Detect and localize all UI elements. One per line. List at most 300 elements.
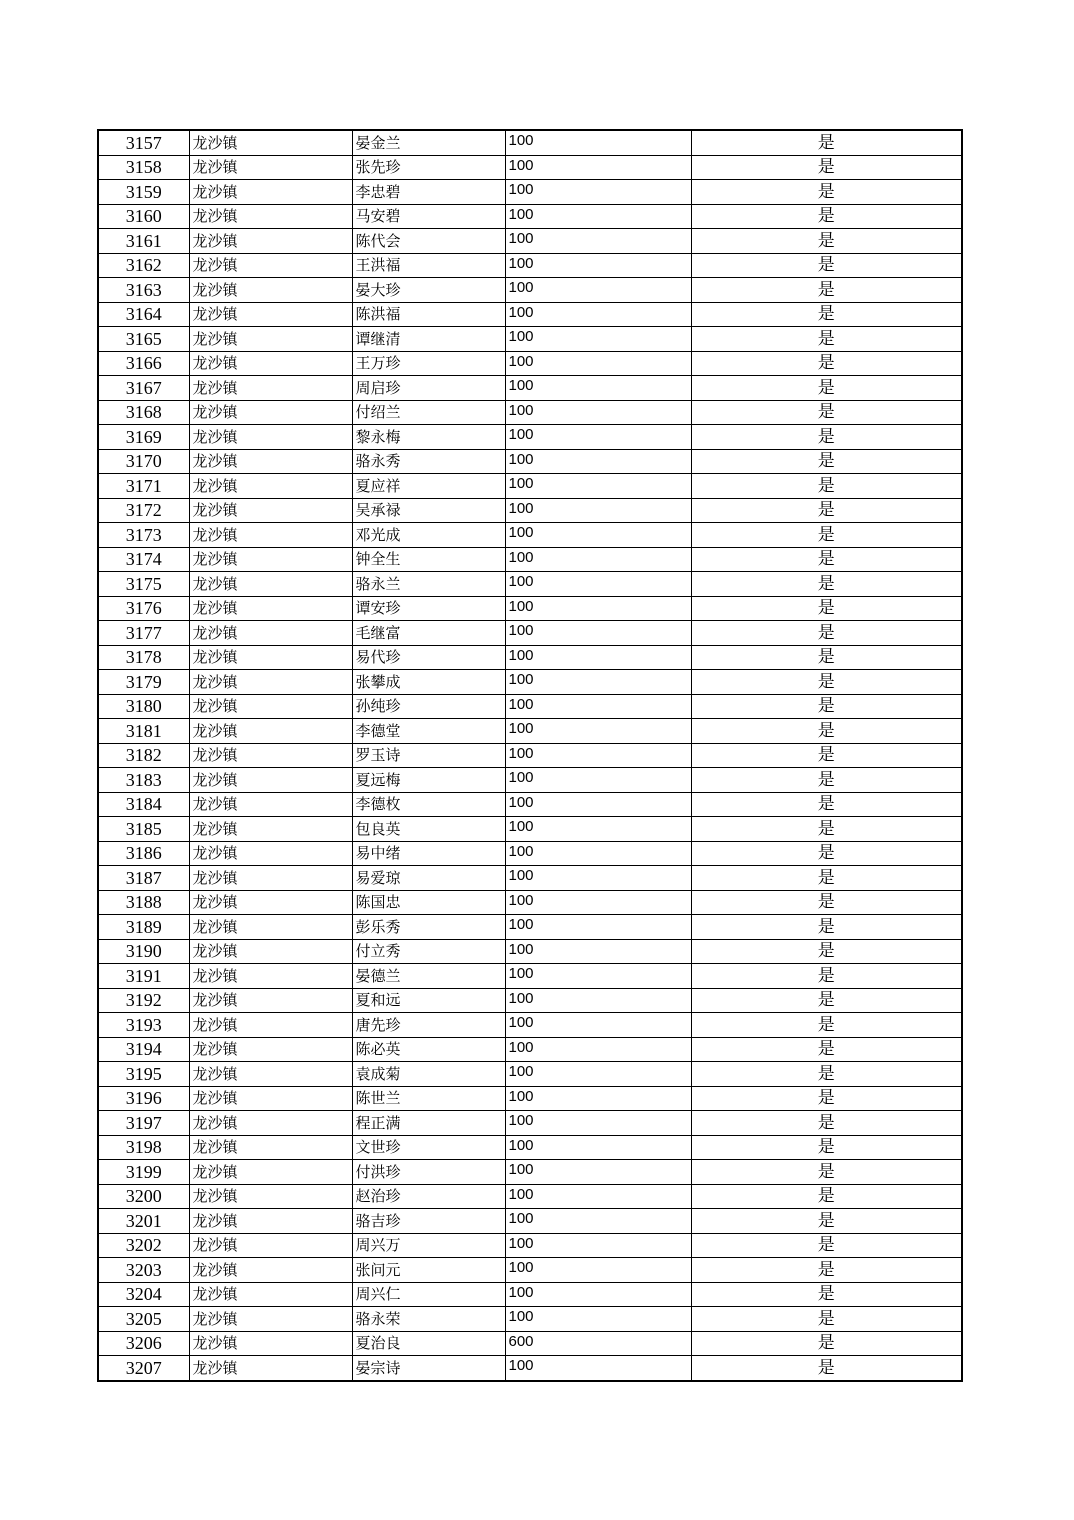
amount-cell: 100 xyxy=(505,1111,691,1136)
town-cell: 龙沙镇 xyxy=(189,645,352,670)
person-name-cell: 夏应祥 xyxy=(352,474,505,499)
row-number-cell: 3205 xyxy=(98,1307,189,1332)
amount-cell: 100 xyxy=(505,719,691,744)
town-cell: 龙沙镇 xyxy=(189,1135,352,1160)
status-flag-cell: 是 xyxy=(691,1184,962,1209)
status-flag-cell: 是 xyxy=(691,890,962,915)
table-row xyxy=(98,1184,962,1209)
status-flag-cell: 是 xyxy=(691,523,962,548)
row-number-cell: 3198 xyxy=(98,1135,189,1160)
row-number-cell: 3191 xyxy=(98,964,189,989)
person-name-cell: 晏金兰 xyxy=(352,130,505,155)
amount-cell: 100 xyxy=(505,694,691,719)
row-number-cell: 3178 xyxy=(98,645,189,670)
row-number-cell: 3163 xyxy=(98,278,189,303)
table-row xyxy=(98,817,962,842)
table-row xyxy=(98,278,962,303)
status-flag-cell: 是 xyxy=(691,988,962,1013)
town-cell: 龙沙镇 xyxy=(189,792,352,817)
person-name-cell: 毛继富 xyxy=(352,621,505,646)
town-cell: 龙沙镇 xyxy=(189,1331,352,1356)
row-number-cell: 3183 xyxy=(98,768,189,793)
town-cell: 龙沙镇 xyxy=(189,596,352,621)
table-row xyxy=(98,939,962,964)
table-row xyxy=(98,1037,962,1062)
amount-cell: 100 xyxy=(505,817,691,842)
amount-cell: 100 xyxy=(505,768,691,793)
town-cell: 龙沙镇 xyxy=(189,694,352,719)
row-number-cell: 3197 xyxy=(98,1111,189,1136)
table-row xyxy=(98,841,962,866)
person-name-cell: 夏治良 xyxy=(352,1331,505,1356)
status-flag-cell: 是 xyxy=(691,130,962,155)
table-row xyxy=(98,1209,962,1234)
row-number-cell: 3192 xyxy=(98,988,189,1013)
amount-cell: 100 xyxy=(505,1160,691,1185)
town-cell: 龙沙镇 xyxy=(189,1037,352,1062)
row-number-cell: 3184 xyxy=(98,792,189,817)
town-cell: 龙沙镇 xyxy=(189,621,352,646)
amount-cell: 100 xyxy=(505,1356,691,1381)
table-row xyxy=(98,719,962,744)
table-row xyxy=(98,351,962,376)
row-number-cell: 3203 xyxy=(98,1258,189,1283)
town-cell: 龙沙镇 xyxy=(189,1307,352,1332)
row-number-cell: 3172 xyxy=(98,498,189,523)
status-flag-cell: 是 xyxy=(691,449,962,474)
table-row xyxy=(98,1111,962,1136)
table-row xyxy=(98,204,962,229)
person-name-cell: 钟全生 xyxy=(352,547,505,572)
town-cell: 龙沙镇 xyxy=(189,866,352,891)
amount-cell: 100 xyxy=(505,523,691,548)
table-row xyxy=(98,792,962,817)
amount-cell: 100 xyxy=(505,278,691,303)
table-row xyxy=(98,572,962,597)
status-flag-cell: 是 xyxy=(691,841,962,866)
row-number-cell: 3169 xyxy=(98,425,189,450)
status-flag-cell: 是 xyxy=(691,351,962,376)
row-number-cell: 3207 xyxy=(98,1356,189,1381)
person-name-cell: 周兴仁 xyxy=(352,1282,505,1307)
row-number-cell: 3196 xyxy=(98,1086,189,1111)
town-cell: 龙沙镇 xyxy=(189,939,352,964)
row-number-cell: 3194 xyxy=(98,1037,189,1062)
table-row xyxy=(98,327,962,352)
town-cell: 龙沙镇 xyxy=(189,1160,352,1185)
person-name-cell: 程正满 xyxy=(352,1111,505,1136)
status-flag-cell: 是 xyxy=(691,915,962,940)
amount-cell: 100 xyxy=(505,890,691,915)
status-flag-cell: 是 xyxy=(691,155,962,180)
person-name-cell: 晏大珍 xyxy=(352,278,505,303)
status-flag-cell: 是 xyxy=(691,204,962,229)
table-row xyxy=(98,449,962,474)
town-cell: 龙沙镇 xyxy=(189,1356,352,1381)
table-row xyxy=(98,890,962,915)
town-cell: 龙沙镇 xyxy=(189,572,352,597)
status-flag-cell: 是 xyxy=(691,302,962,327)
town-cell: 龙沙镇 xyxy=(189,229,352,254)
status-flag-cell: 是 xyxy=(691,1258,962,1283)
table-row xyxy=(98,1135,962,1160)
status-flag-cell: 是 xyxy=(691,400,962,425)
row-number-cell: 3186 xyxy=(98,841,189,866)
amount-cell: 100 xyxy=(505,670,691,695)
amount-cell: 100 xyxy=(505,645,691,670)
row-number-cell: 3195 xyxy=(98,1062,189,1087)
amount-cell: 100 xyxy=(505,572,691,597)
amount-cell: 100 xyxy=(505,939,691,964)
table-row xyxy=(98,596,962,621)
person-name-cell: 谭安珍 xyxy=(352,596,505,621)
person-name-cell: 骆吉珍 xyxy=(352,1209,505,1234)
row-number-cell: 3162 xyxy=(98,253,189,278)
table-row xyxy=(98,1062,962,1087)
person-name-cell: 邓光成 xyxy=(352,523,505,548)
row-number-cell: 3179 xyxy=(98,670,189,695)
row-number-cell: 3176 xyxy=(98,596,189,621)
person-name-cell: 张先珍 xyxy=(352,155,505,180)
person-name-cell: 易中绪 xyxy=(352,841,505,866)
person-name-cell: 骆永荣 xyxy=(352,1307,505,1332)
person-name-cell: 夏远梅 xyxy=(352,768,505,793)
row-number-cell: 3188 xyxy=(98,890,189,915)
town-cell: 龙沙镇 xyxy=(189,743,352,768)
row-number-cell: 3160 xyxy=(98,204,189,229)
person-name-cell: 文世珍 xyxy=(352,1135,505,1160)
person-name-cell: 晏宗诗 xyxy=(352,1356,505,1381)
status-flag-cell: 是 xyxy=(691,645,962,670)
amount-cell: 100 xyxy=(505,841,691,866)
row-number-cell: 3173 xyxy=(98,523,189,548)
status-flag-cell: 是 xyxy=(691,253,962,278)
table-row xyxy=(98,523,962,548)
amount-cell: 100 xyxy=(505,253,691,278)
town-cell: 龙沙镇 xyxy=(189,1111,352,1136)
row-number-cell: 3200 xyxy=(98,1184,189,1209)
table-row xyxy=(98,621,962,646)
row-number-cell: 3193 xyxy=(98,1013,189,1038)
table-row xyxy=(98,376,962,401)
town-cell: 龙沙镇 xyxy=(189,768,352,793)
status-flag-cell: 是 xyxy=(691,719,962,744)
amount-cell: 100 xyxy=(505,1135,691,1160)
status-flag-cell: 是 xyxy=(691,1062,962,1087)
row-number-cell: 3158 xyxy=(98,155,189,180)
person-name-cell: 周启珍 xyxy=(352,376,505,401)
status-flag-cell: 是 xyxy=(691,596,962,621)
row-number-cell: 3174 xyxy=(98,547,189,572)
person-name-cell: 孙纯珍 xyxy=(352,694,505,719)
town-cell: 龙沙镇 xyxy=(189,1184,352,1209)
status-flag-cell: 是 xyxy=(691,1135,962,1160)
table-row xyxy=(98,155,962,180)
amount-cell: 600 xyxy=(505,1331,691,1356)
town-cell: 龙沙镇 xyxy=(189,841,352,866)
town-cell: 龙沙镇 xyxy=(189,719,352,744)
amount-cell: 100 xyxy=(505,400,691,425)
person-name-cell: 周兴万 xyxy=(352,1233,505,1258)
row-number-cell: 3157 xyxy=(98,130,189,155)
table-row xyxy=(98,1307,962,1332)
table-row xyxy=(98,1013,962,1038)
status-flag-cell: 是 xyxy=(691,498,962,523)
amount-cell: 100 xyxy=(505,130,691,155)
status-flag-cell: 是 xyxy=(691,180,962,205)
town-cell: 龙沙镇 xyxy=(189,351,352,376)
amount-cell: 100 xyxy=(505,1209,691,1234)
town-cell: 龙沙镇 xyxy=(189,1282,352,1307)
row-number-cell: 3206 xyxy=(98,1331,189,1356)
town-cell: 龙沙镇 xyxy=(189,204,352,229)
status-flag-cell: 是 xyxy=(691,1307,962,1332)
town-cell: 龙沙镇 xyxy=(189,1209,352,1234)
person-name-cell: 陈洪福 xyxy=(352,302,505,327)
status-flag-cell: 是 xyxy=(691,572,962,597)
row-number-cell: 3185 xyxy=(98,817,189,842)
person-name-cell: 陈必英 xyxy=(352,1037,505,1062)
row-number-cell: 3177 xyxy=(98,621,189,646)
person-name-cell: 赵治珍 xyxy=(352,1184,505,1209)
table-row xyxy=(98,474,962,499)
person-name-cell: 陈世兰 xyxy=(352,1086,505,1111)
town-cell: 龙沙镇 xyxy=(189,817,352,842)
row-number-cell: 3165 xyxy=(98,327,189,352)
status-flag-cell: 是 xyxy=(691,474,962,499)
amount-cell: 100 xyxy=(505,964,691,989)
status-flag-cell: 是 xyxy=(691,743,962,768)
town-cell: 龙沙镇 xyxy=(189,498,352,523)
row-number-cell: 3168 xyxy=(98,400,189,425)
amount-cell: 100 xyxy=(505,498,691,523)
table-row xyxy=(98,988,962,1013)
town-cell: 龙沙镇 xyxy=(189,547,352,572)
amount-cell: 100 xyxy=(505,180,691,205)
row-number-cell: 3180 xyxy=(98,694,189,719)
amount-cell: 100 xyxy=(505,155,691,180)
amount-cell: 100 xyxy=(505,1307,691,1332)
row-number-cell: 3181 xyxy=(98,719,189,744)
person-name-cell: 唐先珍 xyxy=(352,1013,505,1038)
town-cell: 龙沙镇 xyxy=(189,180,352,205)
person-name-cell: 罗玉诗 xyxy=(352,743,505,768)
town-cell: 龙沙镇 xyxy=(189,302,352,327)
status-flag-cell: 是 xyxy=(691,327,962,352)
person-name-cell: 张问元 xyxy=(352,1258,505,1283)
status-flag-cell: 是 xyxy=(691,939,962,964)
amount-cell: 100 xyxy=(505,302,691,327)
table-row xyxy=(98,425,962,450)
amount-cell: 100 xyxy=(505,1013,691,1038)
table-row xyxy=(98,1282,962,1307)
amount-cell: 100 xyxy=(505,792,691,817)
status-flag-cell: 是 xyxy=(691,768,962,793)
table-row xyxy=(98,866,962,891)
table-row xyxy=(98,1086,962,1111)
amount-cell: 100 xyxy=(505,1258,691,1283)
person-name-cell: 谭继清 xyxy=(352,327,505,352)
row-number-cell: 3164 xyxy=(98,302,189,327)
status-flag-cell: 是 xyxy=(691,547,962,572)
status-flag-cell: 是 xyxy=(691,670,962,695)
town-cell: 龙沙镇 xyxy=(189,155,352,180)
person-name-cell: 易爱琼 xyxy=(352,866,505,891)
table-row xyxy=(98,130,962,155)
table-row xyxy=(98,964,962,989)
amount-cell: 100 xyxy=(505,351,691,376)
row-number-cell: 3190 xyxy=(98,939,189,964)
status-flag-cell: 是 xyxy=(691,1086,962,1111)
table-row xyxy=(98,645,962,670)
town-cell: 龙沙镇 xyxy=(189,1086,352,1111)
amount-cell: 100 xyxy=(505,596,691,621)
amount-cell: 100 xyxy=(505,1086,691,1111)
row-number-cell: 3159 xyxy=(98,180,189,205)
person-name-cell: 付洪珍 xyxy=(352,1160,505,1185)
table-row xyxy=(98,1258,962,1283)
person-name-cell: 马安碧 xyxy=(352,204,505,229)
status-flag-cell: 是 xyxy=(691,964,962,989)
status-flag-cell: 是 xyxy=(691,376,962,401)
row-number-cell: 3189 xyxy=(98,915,189,940)
amount-cell: 100 xyxy=(505,547,691,572)
table-row xyxy=(98,743,962,768)
town-cell: 龙沙镇 xyxy=(189,1233,352,1258)
table-row xyxy=(98,400,962,425)
amount-cell: 100 xyxy=(505,1233,691,1258)
status-flag-cell: 是 xyxy=(691,792,962,817)
town-cell: 龙沙镇 xyxy=(189,1258,352,1283)
person-name-cell: 袁成菊 xyxy=(352,1062,505,1087)
table-row xyxy=(98,302,962,327)
status-flag-cell: 是 xyxy=(691,694,962,719)
person-name-cell: 陈国忠 xyxy=(352,890,505,915)
amount-cell: 100 xyxy=(505,425,691,450)
person-name-cell: 彭乐秀 xyxy=(352,915,505,940)
town-cell: 龙沙镇 xyxy=(189,474,352,499)
table-row xyxy=(98,768,962,793)
table-row xyxy=(98,180,962,205)
status-flag-cell: 是 xyxy=(691,1233,962,1258)
amount-cell: 100 xyxy=(505,915,691,940)
table-row xyxy=(98,670,962,695)
town-cell: 龙沙镇 xyxy=(189,278,352,303)
person-name-cell: 骆永兰 xyxy=(352,572,505,597)
status-flag-cell: 是 xyxy=(691,229,962,254)
amount-cell: 100 xyxy=(505,621,691,646)
status-flag-cell: 是 xyxy=(691,1356,962,1381)
town-cell: 龙沙镇 xyxy=(189,376,352,401)
town-cell: 龙沙镇 xyxy=(189,670,352,695)
status-flag-cell: 是 xyxy=(691,1209,962,1234)
table-row xyxy=(98,229,962,254)
amount-cell: 100 xyxy=(505,327,691,352)
person-name-cell: 包良英 xyxy=(352,817,505,842)
amount-cell: 100 xyxy=(505,988,691,1013)
table-row xyxy=(98,1233,962,1258)
amount-cell: 100 xyxy=(505,204,691,229)
person-name-cell: 李忠碧 xyxy=(352,180,505,205)
amount-cell: 100 xyxy=(505,866,691,891)
town-cell: 龙沙镇 xyxy=(189,964,352,989)
status-flag-cell: 是 xyxy=(691,1282,962,1307)
table-row xyxy=(98,547,962,572)
amount-cell: 100 xyxy=(505,229,691,254)
row-number-cell: 3199 xyxy=(98,1160,189,1185)
amount-cell: 100 xyxy=(505,1184,691,1209)
amount-cell: 100 xyxy=(505,474,691,499)
status-flag-cell: 是 xyxy=(691,1331,962,1356)
person-name-cell: 李德枚 xyxy=(352,792,505,817)
row-number-cell: 3187 xyxy=(98,866,189,891)
table-row xyxy=(98,694,962,719)
amount-cell: 100 xyxy=(505,1062,691,1087)
status-flag-cell: 是 xyxy=(691,1111,962,1136)
amount-cell: 100 xyxy=(505,449,691,474)
table-row xyxy=(98,1160,962,1185)
status-flag-cell: 是 xyxy=(691,817,962,842)
town-cell: 龙沙镇 xyxy=(189,523,352,548)
row-number-cell: 3201 xyxy=(98,1209,189,1234)
status-flag-cell: 是 xyxy=(691,1013,962,1038)
town-cell: 龙沙镇 xyxy=(189,1062,352,1087)
town-cell: 龙沙镇 xyxy=(189,988,352,1013)
table-row xyxy=(98,253,962,278)
town-cell: 龙沙镇 xyxy=(189,890,352,915)
person-name-cell: 付绍兰 xyxy=(352,400,505,425)
person-name-cell: 骆永秀 xyxy=(352,449,505,474)
amount-cell: 100 xyxy=(505,376,691,401)
status-flag-cell: 是 xyxy=(691,1037,962,1062)
amount-cell: 100 xyxy=(505,1282,691,1307)
row-number-cell: 3166 xyxy=(98,351,189,376)
status-flag-cell: 是 xyxy=(691,621,962,646)
person-name-cell: 夏和远 xyxy=(352,988,505,1013)
town-cell: 龙沙镇 xyxy=(189,915,352,940)
person-name-cell: 王万珍 xyxy=(352,351,505,376)
row-number-cell: 3171 xyxy=(98,474,189,499)
town-cell: 龙沙镇 xyxy=(189,400,352,425)
table-row xyxy=(98,1356,962,1381)
row-number-cell: 3204 xyxy=(98,1282,189,1307)
table-body xyxy=(98,130,962,1381)
person-name-cell: 张攀成 xyxy=(352,670,505,695)
status-flag-cell: 是 xyxy=(691,866,962,891)
person-name-cell: 陈代会 xyxy=(352,229,505,254)
town-cell: 龙沙镇 xyxy=(189,425,352,450)
person-name-cell: 吴承禄 xyxy=(352,498,505,523)
person-name-cell: 付立秀 xyxy=(352,939,505,964)
person-name-cell: 王洪福 xyxy=(352,253,505,278)
status-flag-cell: 是 xyxy=(691,425,962,450)
data-table xyxy=(97,129,963,1382)
town-cell: 龙沙镇 xyxy=(189,130,352,155)
table-row xyxy=(98,1331,962,1356)
table-row xyxy=(98,915,962,940)
town-cell: 龙沙镇 xyxy=(189,253,352,278)
person-name-cell: 易代珍 xyxy=(352,645,505,670)
row-number-cell: 3161 xyxy=(98,229,189,254)
town-cell: 龙沙镇 xyxy=(189,449,352,474)
table-row xyxy=(98,498,962,523)
town-cell: 龙沙镇 xyxy=(189,327,352,352)
row-number-cell: 3167 xyxy=(98,376,189,401)
row-number-cell: 3175 xyxy=(98,572,189,597)
town-cell: 龙沙镇 xyxy=(189,1013,352,1038)
amount-cell: 100 xyxy=(505,1037,691,1062)
status-flag-cell: 是 xyxy=(691,1160,962,1185)
